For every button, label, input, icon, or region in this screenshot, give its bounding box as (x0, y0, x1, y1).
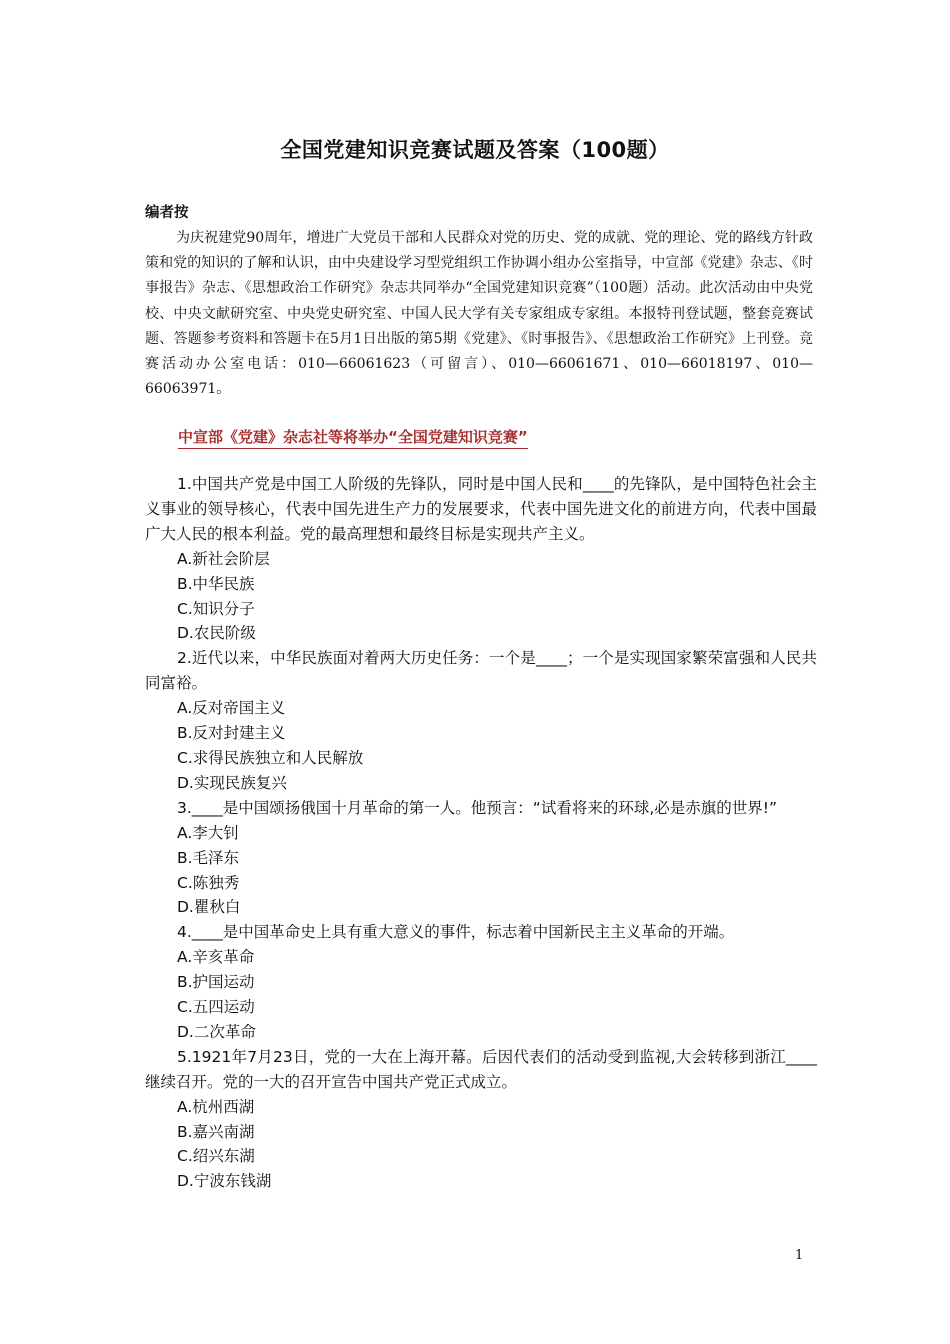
question-stem: 4.____是中国革命史上具有重大意义的事件，标志着中国新民主主义革命的开端。 (177, 923, 735, 942)
editor-note-heading: 编者按 (145, 204, 189, 221)
option-d: D.宁波东钱湖 (177, 1172, 272, 1191)
question-5 (145, 1045, 817, 1194)
question-stem: 2.近代以来，中华民族面对着两大历史任务：一个是____；一个是实现国家繁荣富强和人民共同富裕。 (145, 649, 817, 693)
option-d: D.瞿秋白 (177, 898, 241, 917)
editor-note-body: 为庆祝建党90周年，增进广大党员干部和人民群众对党的历史、党的成就、党的理论、党的路线方针政策和党的知识的了解和认识，由中央建设学习型党组织工作协调小组办公室指导，中宣部《党建》杂志、《时事报告》杂志、《思想政治工作研究》杂志共同举办“全国党建知识竞赛”（100题）活动。此次活动由中央党校、中央文献研究室、中央党史研究室、中国人民大学有关专家组成专家组。本报特刊登试题，整套竞赛试题、答题参考资料和答题卡在5月1日出版的第5期《党建》、《时事报告》、《思想政治工作研究》上刊登。竞赛活动办公室电话：010—66061623（可留言）、010—66061671、010—66018197、010—66063971。 (145, 230, 813, 398)
question-stem: 3.____是中国颂扬俄国十月革命的第一人。他预言：“试看将来的环球,必是赤旗的世界!” (177, 798, 777, 817)
option-a: A.新社会阶层 (177, 549, 270, 568)
question-1 (145, 472, 817, 646)
option-a: A.杭州西湖 (177, 1097, 255, 1116)
question-stem: 5.1921年7月23日，党的一大在上海开幕。后因代表们的活动受到监视,大会转移到浙江____继续召开。党的一大的召开宣告中国共产党正式成立。 (145, 1047, 817, 1091)
option-a: A.反对帝国主义 (177, 699, 286, 718)
option-a: A.李大钊 (177, 823, 239, 842)
option-c: C.绍兴东湖 (177, 1147, 255, 1166)
question-4 (145, 920, 817, 1045)
question-3 (145, 796, 817, 921)
option-b: B.护国运动 (177, 973, 255, 992)
option-b: B.嘉兴南湖 (177, 1122, 255, 1141)
option-c: C.知识分子 (177, 599, 255, 618)
document-title: 全国党建知识竞赛试题及答案（100题） (280, 138, 670, 162)
question-list (145, 472, 817, 1194)
option-b: B.毛泽东 (177, 848, 240, 867)
option-c: C.陈独秀 (177, 873, 240, 892)
option-c: C.五四运动 (177, 998, 255, 1017)
option-d: D.实现民族复兴 (177, 773, 287, 792)
option-b: B.中华民族 (177, 574, 255, 593)
question-2 (145, 646, 817, 795)
page-number: 1 (795, 1248, 804, 1263)
question-stem: 1.中国共产党是中国工人阶级的先锋队，同时是中国人民和____的先锋队，是中国特色社会主义事业的领导核心，代表中国先进生产力的发展要求，代表中国先进文化的前进方向，代表中国最广大人民的根本利益。党的最高理想和最终目标是实现共产主义。 (145, 475, 817, 543)
option-a: A.辛亥革命 (177, 948, 255, 967)
section-heading-link[interactable]: 中宣部《党建》杂志社等将举办“全国党建知识竞赛” (178, 426, 528, 449)
option-d: D.农民阶级 (177, 624, 256, 643)
option-d: D.二次革命 (177, 1022, 256, 1041)
option-c: C.求得民族独立和人民解放 (177, 748, 364, 767)
option-b: B.反对封建主义 (177, 724, 286, 743)
